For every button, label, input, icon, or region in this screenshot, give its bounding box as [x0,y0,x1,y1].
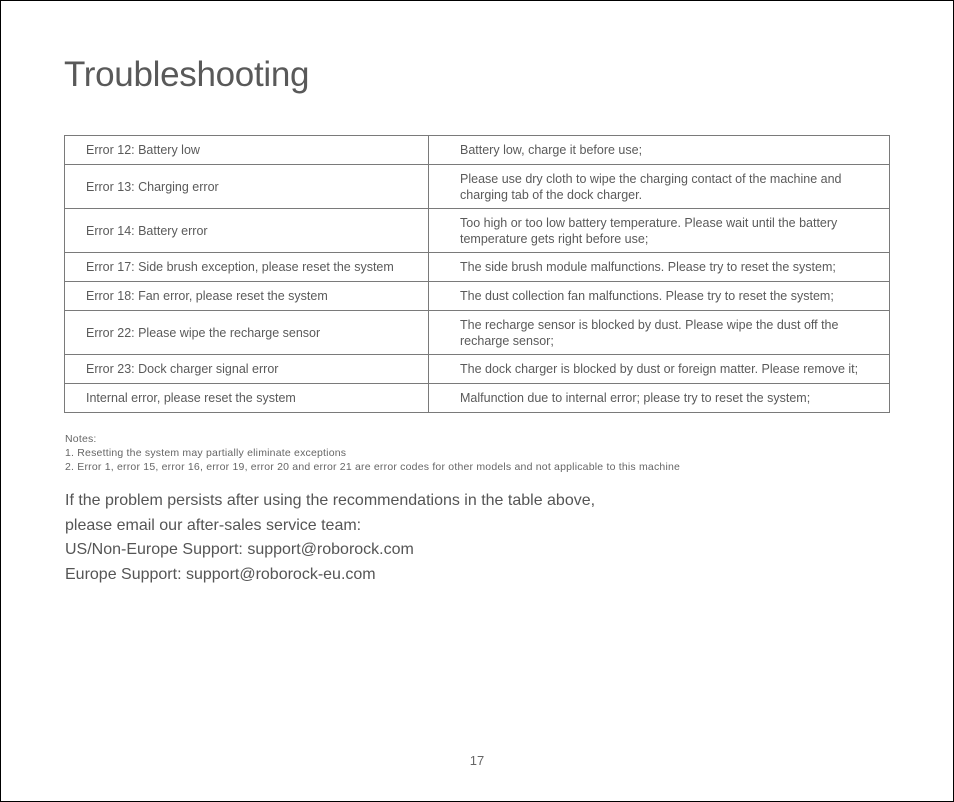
table-row [65,311,890,355]
troubleshooting-table [64,135,890,413]
solution-cell: Malfunction due to internal error; please try to reset the system; [429,384,890,413]
solution-cell: Battery low, charge it before use; [429,136,890,165]
note-item: 1. Resetting the system may partially eliminate exceptions [65,447,347,459]
table-row [65,165,890,209]
table-row [65,282,890,311]
solution-cell: The side brush module malfunctions. Please try to reset the system; [429,253,890,282]
error-cell: Error 17: Side brush exception, please reset the system [65,253,429,282]
table-row [65,209,890,253]
support-line: please email our after-sales service team: [65,516,362,534]
page-title: Troubleshooting [64,55,310,94]
error-cell: Error 18: Fan error, please reset the system [65,282,429,311]
solution-cell: The recharge sensor is blocked by dust. Please wipe the dust off the recharge sensor; [429,311,890,355]
error-cell: Error 22: Please wipe the recharge sensor [65,311,429,355]
support-section [65,489,595,587]
table-row [65,355,890,384]
error-cell: Error 13: Charging error [65,165,429,209]
notes-heading: Notes: [65,433,97,445]
solution-cell: The dust collection fan malfunctions. Please try to reset the system; [429,282,890,311]
solution-cell: Please use dry cloth to wipe the charging contact of the machine and charging tab of the dock charger. [429,165,890,209]
table-row [65,384,890,413]
error-cell: Internal error, please reset the system [65,384,429,413]
table-row [65,136,890,165]
notes-section [65,432,680,474]
error-cell: Error 23: Dock charger signal error [65,355,429,384]
error-cell: Error 12: Battery low [65,136,429,165]
support-line: If the problem persists after using the recommendations in the table above, [65,492,596,509]
support-us-email: US/Non-Europe Support: support@roborock.com [65,541,414,558]
solution-cell: Too high or too low battery temperature. Please wait until the battery temperature gets right before use; [429,209,890,253]
page-number: 17 [469,753,485,768]
note-item: 2. Error 1, error 15, error 16, error 19, error 20 and error 21 are error codes for other models and not applicable to this machine [65,461,681,473]
table-row [65,253,890,282]
error-cell: Error 14: Battery error [65,209,429,253]
support-eu-email: Europe Support: support@roborock-eu.com [65,565,376,583]
solution-cell: The dock charger is blocked by dust or foreign matter. Please remove it; [429,355,890,384]
